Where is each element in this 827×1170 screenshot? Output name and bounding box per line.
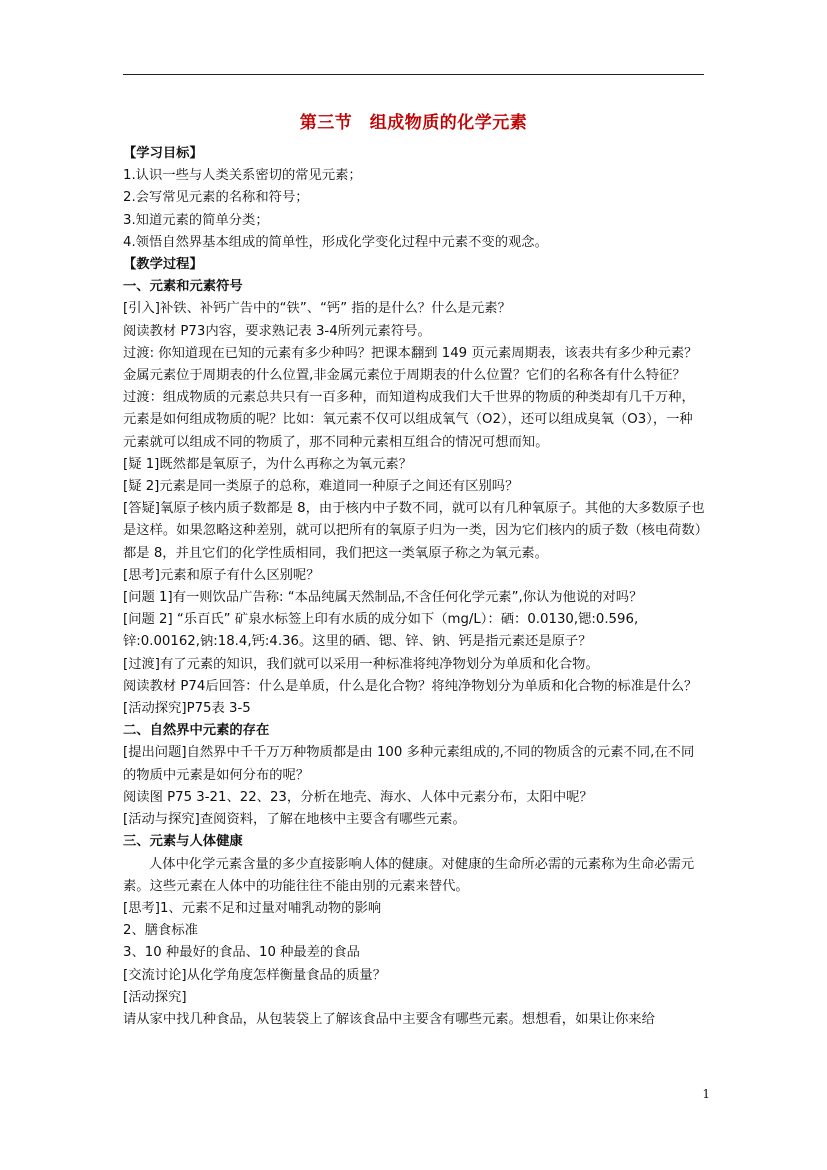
paragraph-doubt-1: [疑 1]既然都是氧原子，为什么再称之为氧元素？ xyxy=(123,456,412,472)
paragraph-activity-3: [活动探究] xyxy=(123,989,187,1005)
objective-1: 1.认识一些与人类关系密切的常见元素； xyxy=(123,168,362,184)
paragraph-transition-1: 过渡: 你知道现在已知的元素有多少种吗？把课本翻到 149 页元素周期表，该表共有多少种元素？金属元素位于周期表的什么位置,非金属元素位于周期表的什么位置？它们的名称各有什么特征？ xyxy=(123,345,698,384)
paragraph-activity-2: [活动与探究]查阅资料，了解在地核中主要含有哪些元素。 xyxy=(123,812,466,828)
paragraph-read-p73: 阅读教材 P73内容，要求熟记表 3-4所列元素符号。 xyxy=(123,323,431,339)
paragraph-think-2: [思考]1、元素不足和过量对哺乳动物的影响 xyxy=(123,900,382,916)
paragraph-think-1: [思考]元素和原子有什么区别呢？ xyxy=(123,567,320,583)
paragraph-question-1: [问题 1]有一则饮品广告称: “本品纯属天然制品,不含任何化学元素”,你认为他说的对吗？ xyxy=(123,590,643,606)
paragraph-intro: [引入]补铁、补钙广告中的“铁”、“钙” 指的是什么？什么是元素？ xyxy=(123,301,511,317)
paragraph-activity-1: [活动探究]P75表 3-5 xyxy=(123,701,251,717)
document-body xyxy=(123,143,706,1031)
subheading-health: 三、元素与人体健康 xyxy=(123,834,243,850)
paragraph-raise-question: [提出问题]自然界中千千万万种物质都是由 100 多种元素组成的,不同的物质含的元素不同,在不同的物质中元素是如何分布的呢？ xyxy=(123,745,695,783)
paragraph-discussion: [交流讨论]从化学角度怎样衡量食品的质量？ xyxy=(123,967,387,983)
section-heading-objectives: 【学习目标】 xyxy=(123,146,203,161)
paragraph-think-item-2: 2、膳食标准 xyxy=(123,923,198,939)
header-rule xyxy=(123,74,704,75)
subheading-nature: 二、自然界中元素的存在 xyxy=(123,723,270,739)
paragraph-transition-3: [过渡]有了元素的知识，我们就可以采用一种标准将纯净物划分为单质和化合物。 xyxy=(123,656,599,672)
objective-2: 2.会写常见元素的名称和符号； xyxy=(123,190,309,206)
paragraph-read-figures: 阅读图 P75 3-21、22、23，分析在地壳、海水、人体中元素分布，太阳中呢？ xyxy=(123,789,593,805)
paragraph-transition-2: 过渡：组成物质的元素总共只有一百多种，而知道构成我们大千世界的物质的种类却有几千万种，元素是如何组成物质的呢？比如：氧元素不仅可以组成氧气（O2），还可以组成臭氧（O3），一种元素就可以组成不同的物质了，那不同种元素相互组合的情况可想而知。 xyxy=(123,390,695,450)
page-number: 1 xyxy=(702,1087,710,1101)
paragraph-question-2: [问题 2] “乐百氏” 矿泉水标签上印有水质的成分如下（mg/L）：硒：0.0130,锶:0.596,锌:0.00162,钠:18.4,钙:4.36。这里的硒、锶、锌、钠、钙是指元素还是原子？ xyxy=(123,612,639,650)
paragraph-answer: [答疑]氧原子核内质子数都是 8，由于核内中子数不同，就可以有几种氧原子。其他的大多数原子也是这样。如果忽略这种差别，就可以把所有的氧原子归为一类，因为它们核内的质子数（核电荷数）都是 8，并且它们的化学性质相同，我们把这一类氧原子称之为氧元素。 xyxy=(123,501,705,561)
paragraph-last: 请从家中找几种食品，从包装袋上了解该食品中主要含有哪些元素。想想看，如果让你来给 xyxy=(123,1011,655,1027)
paragraph-read-p74: 阅读教材 P74后回答：什么是单质，什么是化合物？将纯净物划分为单质和化合物的标准是什么？ xyxy=(123,678,698,694)
subheading-elements-symbols: 一、元素和元素符号 xyxy=(123,279,243,295)
paragraph-health: 人体中化学元素含量的多少直接影响人体的健康。对健康的生命所必需的元素称为生命必需元素。这些元素在人体中的功能往往不能由别的元素来替代。 xyxy=(123,856,695,894)
paragraph-doubt-2: [疑 2]元素是同一类原子的总称，难道同一种原子之间还有区别吗？ xyxy=(123,479,519,495)
section-heading-process: 【教学过程】 xyxy=(123,257,203,273)
objective-3: 3.知道元素的简单分类； xyxy=(123,212,269,228)
page-title: 第三节 组成物质的化学元素 xyxy=(299,113,528,133)
objective-4: 4.领悟自然界基本组成的简单性，形成化学变化过程中元素不变的观念。 xyxy=(123,234,548,250)
paragraph-think-item-3: 3、10 种最好的食品、10 种最差的食品 xyxy=(123,945,360,961)
